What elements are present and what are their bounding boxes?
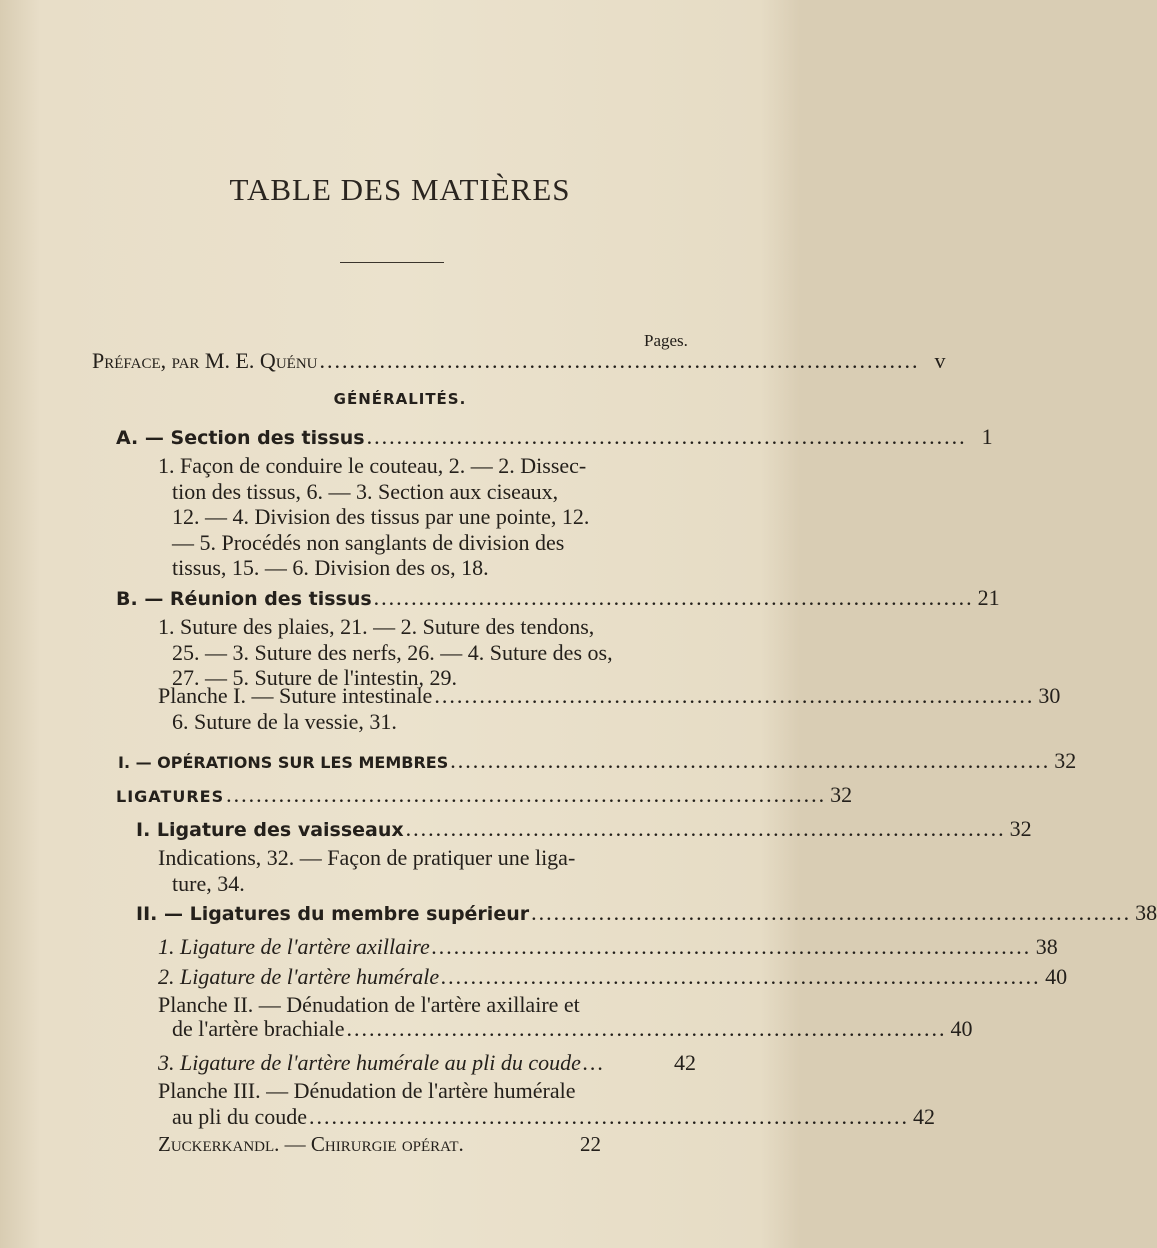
toc-entry-label: Préface, par M. E. Quénu xyxy=(92,348,318,373)
leader-dots: ................................................................................ xyxy=(441,964,1042,989)
toc-entry-ligatures xyxy=(116,782,853,808)
leader-dots: ................................................................................ xyxy=(346,1016,947,1041)
leader-dots: ................................................................................ xyxy=(366,424,967,449)
toc-entry-humerale-coude xyxy=(158,1050,696,1076)
detail-line: — 5. Procédés non sanglants de division des xyxy=(172,529,565,555)
page-footer xyxy=(158,1132,601,1157)
detail-line: 27. — 5. Suture de l'intestin, 29. xyxy=(172,665,458,690)
detail-line: tion des tissus, 6. — 3. Section aux ciseaux, xyxy=(172,478,559,504)
toc-entry-label: Planche II. — Dénudation de l'artère axillaire et xyxy=(158,992,580,1017)
detail-line: tissus, 15. — 6. Division des os, 18. xyxy=(172,555,489,580)
toc-page-number: 38 xyxy=(1135,900,1157,925)
toc-entry-planche-3-line1 xyxy=(158,1078,576,1104)
detail-line: 1. Façon de conduire le couteau, 2. — 2. Dissec- xyxy=(158,453,587,478)
toc-entry-label: B. — Réunion des tissus xyxy=(116,588,372,610)
pages-column-label: Pages. xyxy=(644,331,688,350)
toc-entry-label: I. — OPÉRATIONS SUR LES MEMBRES xyxy=(118,753,449,772)
toc-entry-artere-humerale xyxy=(158,964,1068,990)
toc-entry-label: Planche I. — Suture intestinale xyxy=(158,683,433,708)
toc-page-number: v xyxy=(934,348,946,373)
toc-entry-label: Planche III. — Dénudation de l'artère humérale xyxy=(158,1078,576,1103)
toc-page-number: 42 xyxy=(913,1104,936,1129)
leader-dots: ................................................................................ xyxy=(373,585,974,610)
toc-entry-label: II. — Ligatures du membre supérieur xyxy=(136,903,530,925)
toc-entry-label: 2. Ligature de l'artère humérale xyxy=(158,964,440,989)
detail-line: ture, 34. xyxy=(172,870,245,896)
toc-page-number: 32 xyxy=(1009,816,1032,841)
toc-entry-section-b xyxy=(116,585,1000,611)
section-b-details xyxy=(158,614,642,691)
section-a-details xyxy=(158,453,642,581)
toc-page-number: 1 xyxy=(981,424,993,449)
toc-page-number: 40 xyxy=(950,1016,973,1041)
detail-line: 12. — 4. Division des tissus par une pointe, 12. xyxy=(172,504,590,529)
leader-dots: ................................................................................ xyxy=(405,816,1006,841)
leader-dots: ................................................................................ xyxy=(531,900,1132,925)
title-rule xyxy=(340,262,444,263)
leader-dots: ................................................................................ xyxy=(226,782,827,807)
toc-entry-label: de l'artère brachiale xyxy=(172,1016,345,1041)
toc-page-number: 40 xyxy=(1045,964,1068,989)
toc-page-number: 38 xyxy=(1035,934,1058,959)
toc-entry-preface xyxy=(92,348,946,374)
toc-entry-section-a xyxy=(116,424,993,450)
toc-page-number: 42 xyxy=(674,1050,696,1075)
toc-entry-label: A. — Section des tissus xyxy=(116,427,365,449)
toc-entry-suture-vessie xyxy=(172,709,397,735)
toc-entry-ligature-vaisseaux xyxy=(136,816,1032,842)
toc-entry-label: au pli du coude xyxy=(172,1104,308,1129)
section-heading-generalites: GÉNÉRALITÉS. xyxy=(333,390,467,408)
toc-entry-membre-superieur xyxy=(136,900,1157,926)
detail-line: 25. — 3. Suture des nerfs, 26. — 4. Suture des os, xyxy=(172,639,613,665)
toc-page-number: 30 xyxy=(1038,683,1061,708)
toc-entry-label: 3. Ligature de l'artère humérale au pli du coude xyxy=(158,1050,581,1075)
leader-dots: ... xyxy=(582,1050,606,1075)
leader-dots: ................................................................................ xyxy=(431,934,1032,959)
toc-entry-planche-2-line2 xyxy=(172,1016,973,1042)
leader-dots: ................................................................................ xyxy=(434,683,1035,708)
toc-entry-label: 6. Suture de la vessie, 31. xyxy=(172,709,397,734)
toc-entry-operations xyxy=(118,748,1077,774)
toc-entry-label: 1. Ligature de l'artère axillaire xyxy=(158,934,430,959)
detail-line: Indications, 32. — Façon de pratiquer une liga- xyxy=(158,845,576,870)
toc-entry-planche-2-line1 xyxy=(158,992,580,1018)
leader-dots: ................................................................................ xyxy=(319,348,920,373)
footer-signature: 22 xyxy=(580,1132,601,1156)
toc-entry-planche-3-line2 xyxy=(172,1104,936,1130)
toc-page-number: 32 xyxy=(830,782,853,807)
toc-entry-artere-axillaire xyxy=(158,934,1058,960)
leader-dots: ................................................................................ xyxy=(450,748,1051,773)
indications-details xyxy=(158,845,642,896)
toc-page-number: 32 xyxy=(1054,748,1077,773)
toc-entry-planche-1 xyxy=(158,683,1061,709)
toc-entry-label: I. Ligature des vaisseaux xyxy=(136,819,404,841)
toc-page-number: 21 xyxy=(977,585,1000,610)
page-title: TABLE DES MATIÈRES xyxy=(229,172,571,207)
toc-entry-label: LIGATURES xyxy=(116,787,225,806)
detail-line: 1. Suture des plaies, 21. — 2. Suture des tendons, xyxy=(158,614,595,639)
footer-author: Zuckerkandl. — Chirurgie opérat. xyxy=(158,1132,464,1156)
leader-dots: ................................................................................ xyxy=(309,1104,910,1129)
